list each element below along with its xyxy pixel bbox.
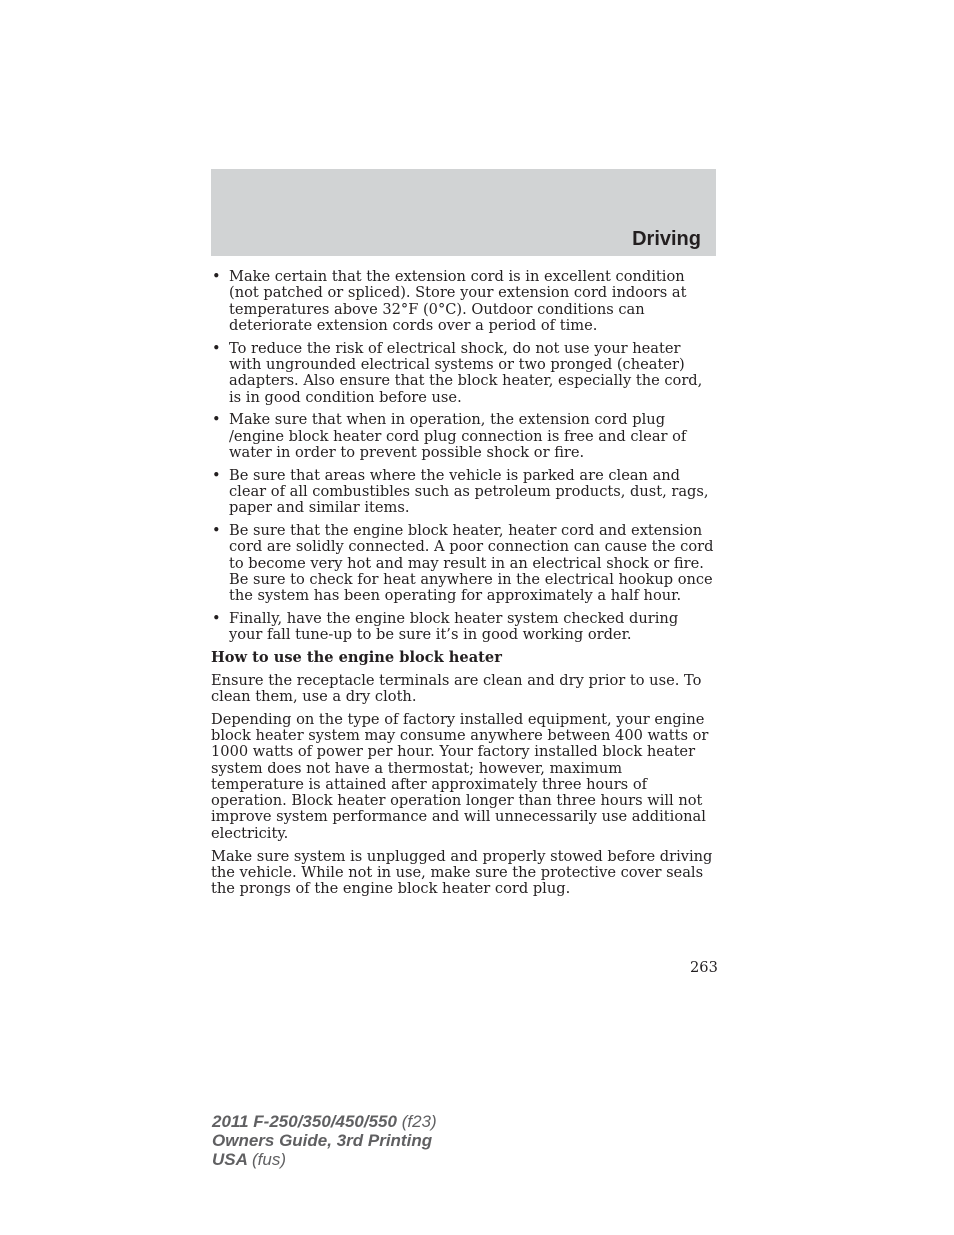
section-title: Driving	[632, 228, 701, 250]
bullet-text: Finally, have the engine block heater system checked during your fall tune-up to be sure it’s in good working order.	[229, 610, 679, 644]
list-item	[211, 523, 716, 604]
footer-line-region	[212, 1150, 437, 1169]
bullet-icon: •	[212, 268, 221, 285]
subheading: How to use the engine block heater	[211, 649, 502, 667]
page-content	[211, 269, 716, 904]
bullet-text: Be sure that the engine block heater, heater cord and extension cord are solidly connected. A poor connection can cause the cord to become very hot and may result in an electrical shock or fire. Be sure to check for heat anywhere in the electrical hookup once the system has been operating for approximately a half hour.	[229, 522, 714, 605]
section-header-band	[211, 169, 716, 256]
footer-guide: Owners Guide, 3rd Printing	[212, 1131, 433, 1150]
list-item	[211, 468, 716, 517]
footer-line-guide	[212, 1131, 437, 1150]
list-item	[211, 269, 716, 334]
paragraph: Depending on the type of factory installed equipment, your engine block heater system may consume anywhere between 400 watts or 1000 watts of power per hour. Your factory installed block heater system does not have a thermostat; however, maximum temperature is attained after approximately three hours of operation. Block heater operation longer than three hours will not improve system performance and will unnecessarily use additional electricity.	[211, 710, 709, 842]
footer-model: 2011 F-250/350/450/550	[212, 1112, 397, 1131]
footer-model-code: (f23)	[401, 1112, 437, 1131]
bullet-icon: •	[212, 610, 221, 628]
bullet-text: Be sure that areas where the vehicle is parked are clean and clear of all combustibles such as petroleum products, dust, rags, paper and similar items.	[229, 466, 709, 517]
document-footer	[212, 1112, 437, 1169]
paragraph: Ensure the receptacle terminals are clean and dry prior to use. To clean them, use a dry cloth.	[211, 671, 702, 705]
bullet-icon: •	[212, 411, 221, 429]
list-item	[211, 611, 716, 644]
bullet-list	[211, 269, 716, 644]
page-number: 263	[690, 959, 718, 976]
paragraph: Make sure system is unplugged and properly stowed before driving the vehicle. While not in use, make sure the protective cover seals the prongs of the engine block heater cord plug.	[211, 847, 713, 898]
bullet-text: Make certain that the extension cord is in excellent condition (not patched or spliced). Store your extension cord indoors at temperatures above 32°F (0°C). Outdoor conditions can deteriorate extension cords over a period of time.	[229, 268, 687, 334]
bullet-text: To reduce the risk of electrical shock, do not use your heater with ungrounded electrical systems or two pronged (cheater) adapters. Also ensure that the block heater, especially the cord, is in good condition before use.	[229, 339, 703, 406]
bullet-icon: •	[212, 339, 221, 357]
bullet-icon: •	[212, 466, 221, 484]
footer-line-model	[212, 1112, 437, 1131]
footer-region: USA	[212, 1150, 248, 1169]
footer-region-code: (fus)	[252, 1150, 286, 1169]
bullet-text: Make sure that when in operation, the extension cord plug /engine block heater cord plug connection is free and clear of water in order to prevent possible shock or fire.	[229, 411, 687, 461]
list-item	[211, 341, 716, 406]
bullet-icon: •	[212, 522, 221, 540]
list-item	[211, 412, 716, 461]
